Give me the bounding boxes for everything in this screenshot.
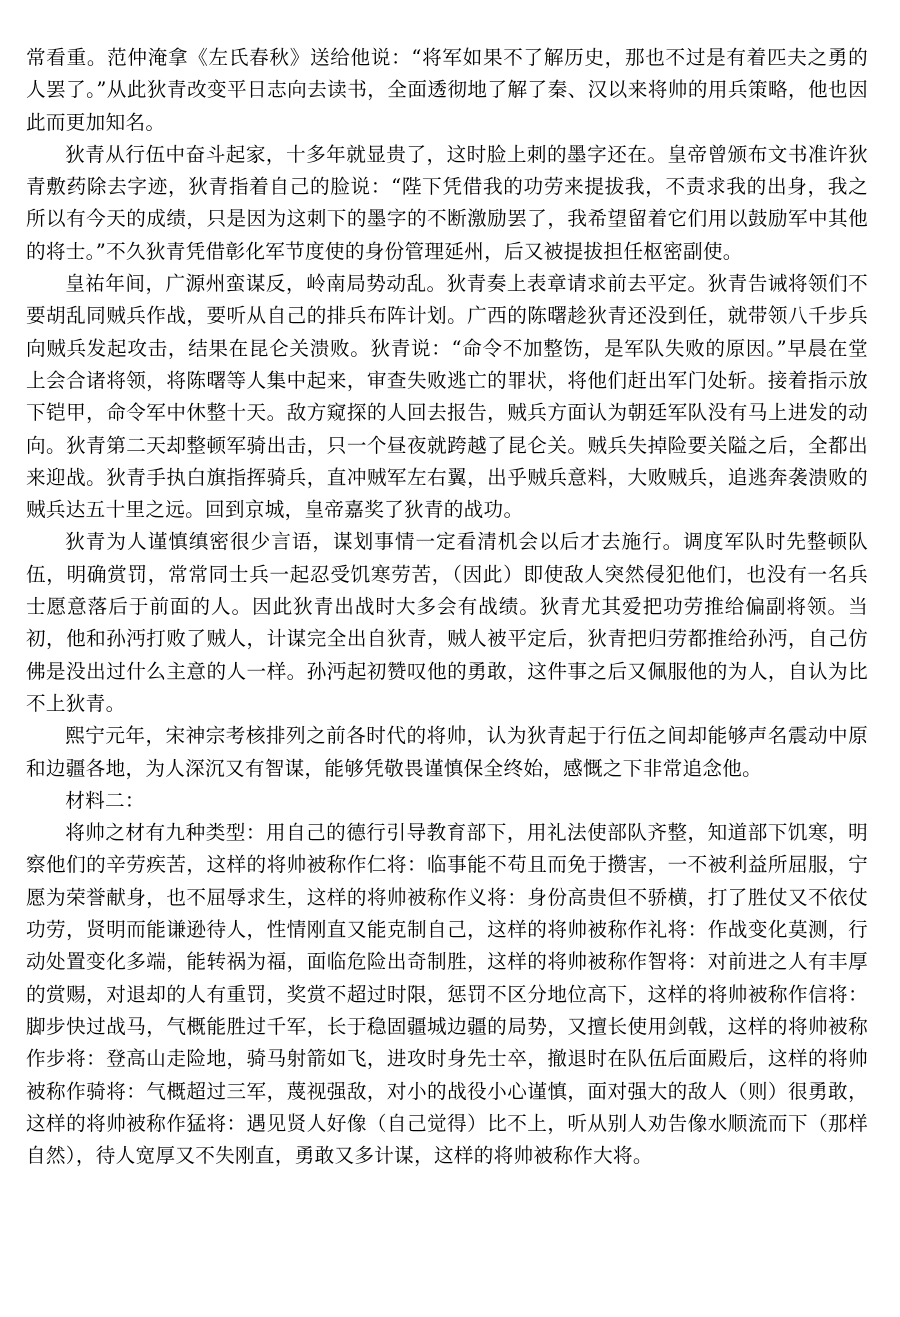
section-heading-material-two: 材料二： bbox=[65, 788, 145, 812]
paragraph-xining: 熙宁元年，宋神宗考核排列之前各时代的将帅，认为狄青起于行伍之间却能够声名震动中原和边疆各地，为人深沉又有智谋，能够凭敬畏谨慎保全终始，感慨之下非常追念他。 bbox=[26, 724, 868, 780]
document-page bbox=[26, 42, 868, 1172]
paragraph-continuation: 常看重。范仲淹拿《左氏春秋》送给他说：“将军如果不了解历史，那也不过是有着匹夫之勇的人罢了。”从此狄青改变平日志向去读书，全面透彻地了解了秦、汉以来将帅的用兵策略，他也因此而更加知名。 bbox=[26, 46, 868, 134]
paragraph-lingnan-campaign: 皇祐年间，广源州蛮谋反，岭南局势动乱。狄青奏上表章请求前去平定。狄青告诫将领们不要胡乱同贼兵作战，要听从自己的排兵布阵计划。广西的陈曙趁狄青还没到任，就带领八千步兵向贼兵发起攻击，结果在昆仑关溃败。狄青说：“命令不加整饬，是军队失败的原因。”早晨在堂上会合诸将领，将陈曙等人集中起来，审查失败逃亡的罪状，将他们赶出军门处斩。接着指示放下铠甲，命令军中休整十天。敌方窥探的人回去报告，贼兵方面认为朝廷军队没有马上进发的动向。狄青第二天却整顿军骑出击，只一个昼夜就跨越了昆仑关。贼兵失掉险要关隘之后，全都出来迎战。狄青手执白旗指挥骑兵，直冲贼军左右翼，出乎贼兵意料，大败贼兵，追逃奔袭溃败的贼兵达五十里之远。回到京城，皇帝嘉奖了狄青的战功。 bbox=[26, 272, 868, 522]
paragraph-character: 狄青为人谨慎缜密很少言语，谋划事情一定看清机会以后才去施行。调度军队时先整顿队伍，明确赏罚，常常同士兵一起忍受饥寒劳苦，（因此）即使敌人突然侵犯他们，也没有一名兵士愿意落后于前面的人。因此狄青出战时大多会有战绩。狄青尤其爱把功劳推给偏副将领。当初，他和孙沔打败了贼人，计谋完全出自狄青，贼人被平定后，狄青把归劳都推给孙沔，自己仿佛是没出过什么主意的人一样。孙沔起初赞叹他的勇敢，这件事之后又佩服他的为人，自认为比不上狄青。 bbox=[26, 530, 868, 715]
paragraph-nine-generals: 将帅之材有九种类型：用自己的德行引导教育部下，用礼法使部队齐整，知道部下饥寒，明察他们的辛劳疾苦，这样的将帅被称作仁将：临事能不苟且而免于攒害，一不被利益所屈服，宁愿为荣誉献身，也不屈辱求生，这样的将帅被称作义将：身份高贵但不骄横，打了胜仗又不依仗功劳，贤明而能谦逊待人，性情刚直又能克制自己，这样的将帅被称作礼将：作战变化莫测，行动处置变化多端，能转祸为福，面临危险出奇制胜，这样的将帅被称作智将：对前进之人有丰厚的赏赐，对退却的人有重罚，奖赏不超过时限，惩罚不区分地位高下，这样的将帅被称作信将：脚步快过战马，气概能胜过千军，长于稳固疆城边疆的局势，又擅长使用剑戟，这样的将帅被称作步将：登高山走险地，骑马射箭如飞，进攻时身先士卒，撤退时在队伍后面殿后，这样的将帅被称作骑将：气概超过三军，蔑视强敌，对小的战役小心谨慎，面对强大的敌人（则）很勇敢，这样的将帅被称作猛将：遇见贤人好像（自己觉得）比不上，听从别人劝告像水顺流而下（那样自然），待人宽厚又不失刚直，勇敢又多计谋，这样的将帅被称作大将。 bbox=[26, 821, 868, 1168]
paragraph-facial-tattoo: 狄青从行伍中奋斗起家，十多年就显贵了，这时脸上刺的墨字还在。皇帝曾颁布文书准许狄青敷药除去字迹，狄青指着自己的脸说：“陛下凭借我的功劳来提拔我，不责求我的出身，我之所以有今天的成绩，只是因为这刺下的墨字的不断激励罢了，我希望留着它们用以鼓励军中其他的将士。”不久狄青凭借彰化军节度使的身份管理延州，后又被提拔担任枢密副使。 bbox=[26, 142, 868, 263]
